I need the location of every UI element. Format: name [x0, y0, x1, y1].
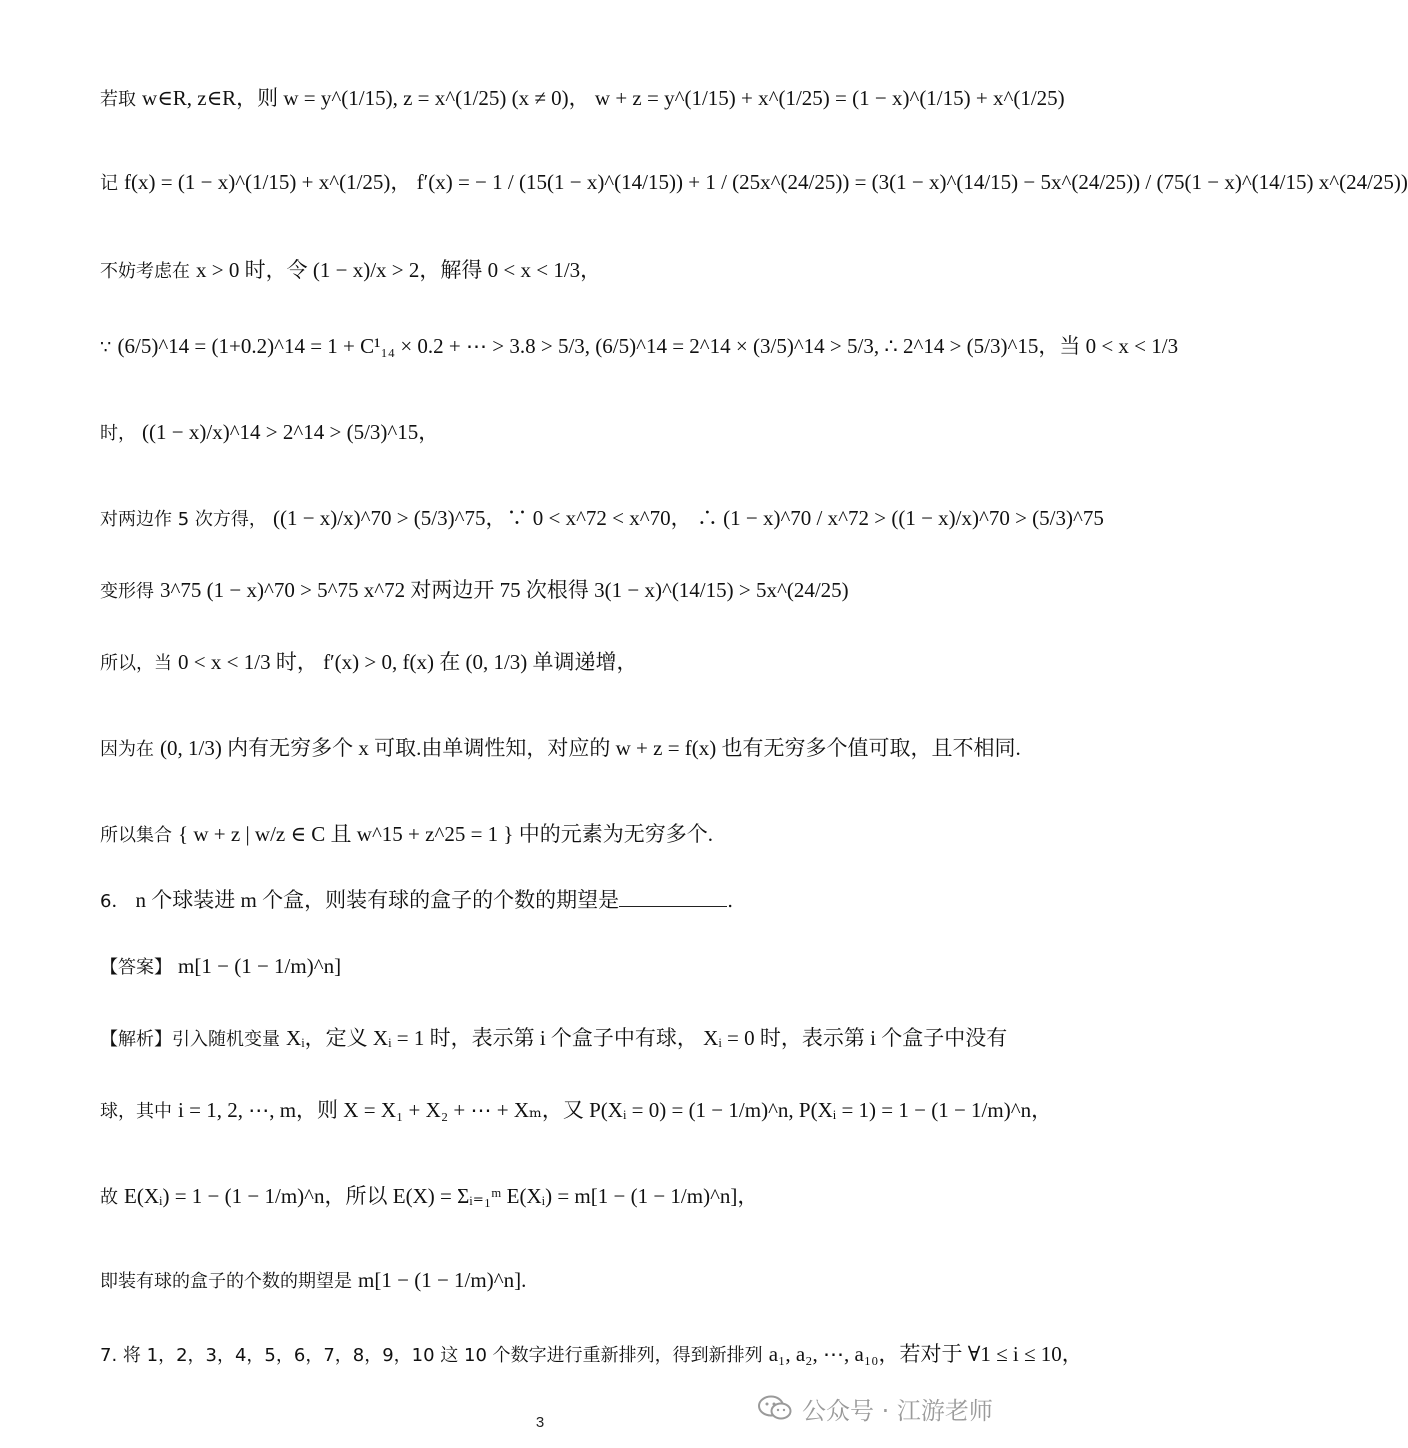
line-5 [100, 420, 1020, 445]
question-7 [100, 1342, 1083, 1367]
line-2 [100, 170, 1408, 195]
line-1 [100, 86, 1065, 111]
cjk-text: 时， [100, 423, 136, 444]
math-text: w∈R, z∈R，则 w = y^(1/15), z = x^(1/25) (x ≠ 0)， w + z = y^(1/15) + x^(1/25) = (1 − x)^(1/15) + x^(1/25) [142, 86, 1065, 110]
analysis-line-4 [100, 1268, 1020, 1293]
line-3 [100, 258, 1020, 283]
math-text: i = 1, 2, ⋯, m，则 X = X₁ + X₂ + ⋯ + Xₘ，又 P(Xᵢ = 0) = (1 − 1/m)^n, P(Xᵢ = 1) = 1 − (1 − 1/m)^n， [178, 1098, 1053, 1122]
answer-line [100, 954, 1020, 979]
math-text: E(Xᵢ) = 1 − (1 − 1/m)^n，所以 E(X) = Σᵢ₌₁ᵐ E(Xᵢ) = m[1 − (1 − 1/m)^n]， [124, 1184, 759, 1208]
math-text: (0, 1/3) 内有无穷多个 x 可取.由单调性知，对应的 w + z = f(x) 也有无穷多个值可取，且不相同. [160, 736, 1021, 760]
question-text: n 个球装进 m 个盒，则装有球的盒子的个数的期望是 [135, 888, 620, 912]
watermark [758, 1388, 993, 1428]
page-number: 3 [535, 1414, 545, 1431]
cjk-text: 若取 [100, 89, 136, 110]
cjk-text: ∵ [100, 337, 112, 358]
analysis-line-3 [100, 1184, 1020, 1209]
math-text: { w + z | w/z ∈ C 且 w^15 + z^25 = 1 } 中的元素为无穷多个. [178, 822, 713, 846]
math-text: 0 < x < 1/3 时， f′(x) > 0, f(x) 在 (0, 1/3) 单调递增， [178, 650, 638, 674]
cjk-text: 对两边作 5 次方得， [100, 509, 267, 530]
cjk-text: 球，其中 [100, 1101, 172, 1122]
cjk-text: 所以，当 [100, 653, 172, 674]
answer-label: 【答案】 [100, 957, 172, 978]
math-text: a₁, a₂, ⋯, a₁₀，若对于 ∀1 ≤ i ≤ 10， [768, 1342, 1083, 1366]
cjk-text: 变形得 [100, 581, 154, 602]
analysis-label: 【解析】引入随机变量 [100, 1029, 280, 1050]
math-text: ((1 − x)/x)^14 > 2^14 > (5/3)^15， [142, 420, 440, 444]
cjk-text: 因为在 [100, 739, 154, 760]
answer-blank [619, 890, 727, 907]
line-9 [100, 736, 1020, 761]
analysis-line-2 [100, 1098, 1053, 1123]
question-6: 6． n 个球装进 m 个盒，则装有球的盒子的个数的期望是 . [100, 888, 734, 912]
line-4 [100, 334, 1179, 359]
watermark-text: 公众号 · 江游老师 [802, 1396, 993, 1425]
math-text: ((1 − x)/x)^70 > (5/3)^75，∵ 0 < x^72 < x^70， ∴ (1 − x)^70 / x^72 > ((1 − x)/x)^70 > (5/3)^75 [272, 506, 1104, 530]
line-8 [100, 650, 1020, 675]
analysis-line-1 [100, 1026, 1020, 1051]
cjk-text: 故 [100, 1187, 118, 1208]
line-10 [100, 822, 1020, 847]
wechat-icon [758, 1395, 792, 1421]
line-7 [100, 578, 1020, 603]
cjk-text: 记 [100, 173, 118, 194]
question-number: 6． [100, 891, 130, 912]
math-text: m[1 − (1 − 1/m)^n]. [358, 1268, 527, 1292]
math-text: f(x) = (1 − x)^(1/15) + x^(1/25)， f′(x) = − 1 / (15(1 − x)^(14/15)) + 1 / (25x^(24/25)) = (3(1 − x)^(14/15) − 5x^(24/25)) / (75(1 − x)^(14/15) x^(24/25)) [124, 170, 1408, 194]
question-text: 7. 将 1，2，3，4，5，6，7，8，9，10 这 10 个数字进行重新排列，得到新排列 [100, 1345, 763, 1366]
cjk-text: 即装有球的盒子的个数的期望是 [100, 1271, 352, 1292]
line-6 [100, 506, 1104, 531]
math-text: x > 0 时，令 (1 − x)/x > 2，解得 0 < x < 1/3， [196, 258, 602, 282]
math-text: (6/5)^14 = (1+0.2)^14 = 1 + C¹₁₄ × 0.2 + ⋯ > 3.8 > 5/3, (6/5)^14 = 2^14 × (3/5)^14 > 5/3, ∴ 2^14 > (5/3)^15，当 0 < x < 1/3 [117, 334, 1179, 358]
math-text: Xᵢ，定义 Xᵢ = 1 时，表示第 i 个盒子中有球， Xᵢ = 0 时，表示第 i 个盒子中没有 [286, 1026, 1008, 1050]
cjk-text: 不妨考虑在 [100, 261, 190, 282]
answer-formula: m[1 − (1 − 1/m)^n] [178, 954, 342, 978]
cjk-text: 所以集合 [100, 825, 172, 846]
math-text: 3^75 (1 − x)^70 > 5^75 x^72 对两边开 75 次根得 3(1 − x)^(14/15) > 5x^(24/25) [160, 578, 849, 602]
